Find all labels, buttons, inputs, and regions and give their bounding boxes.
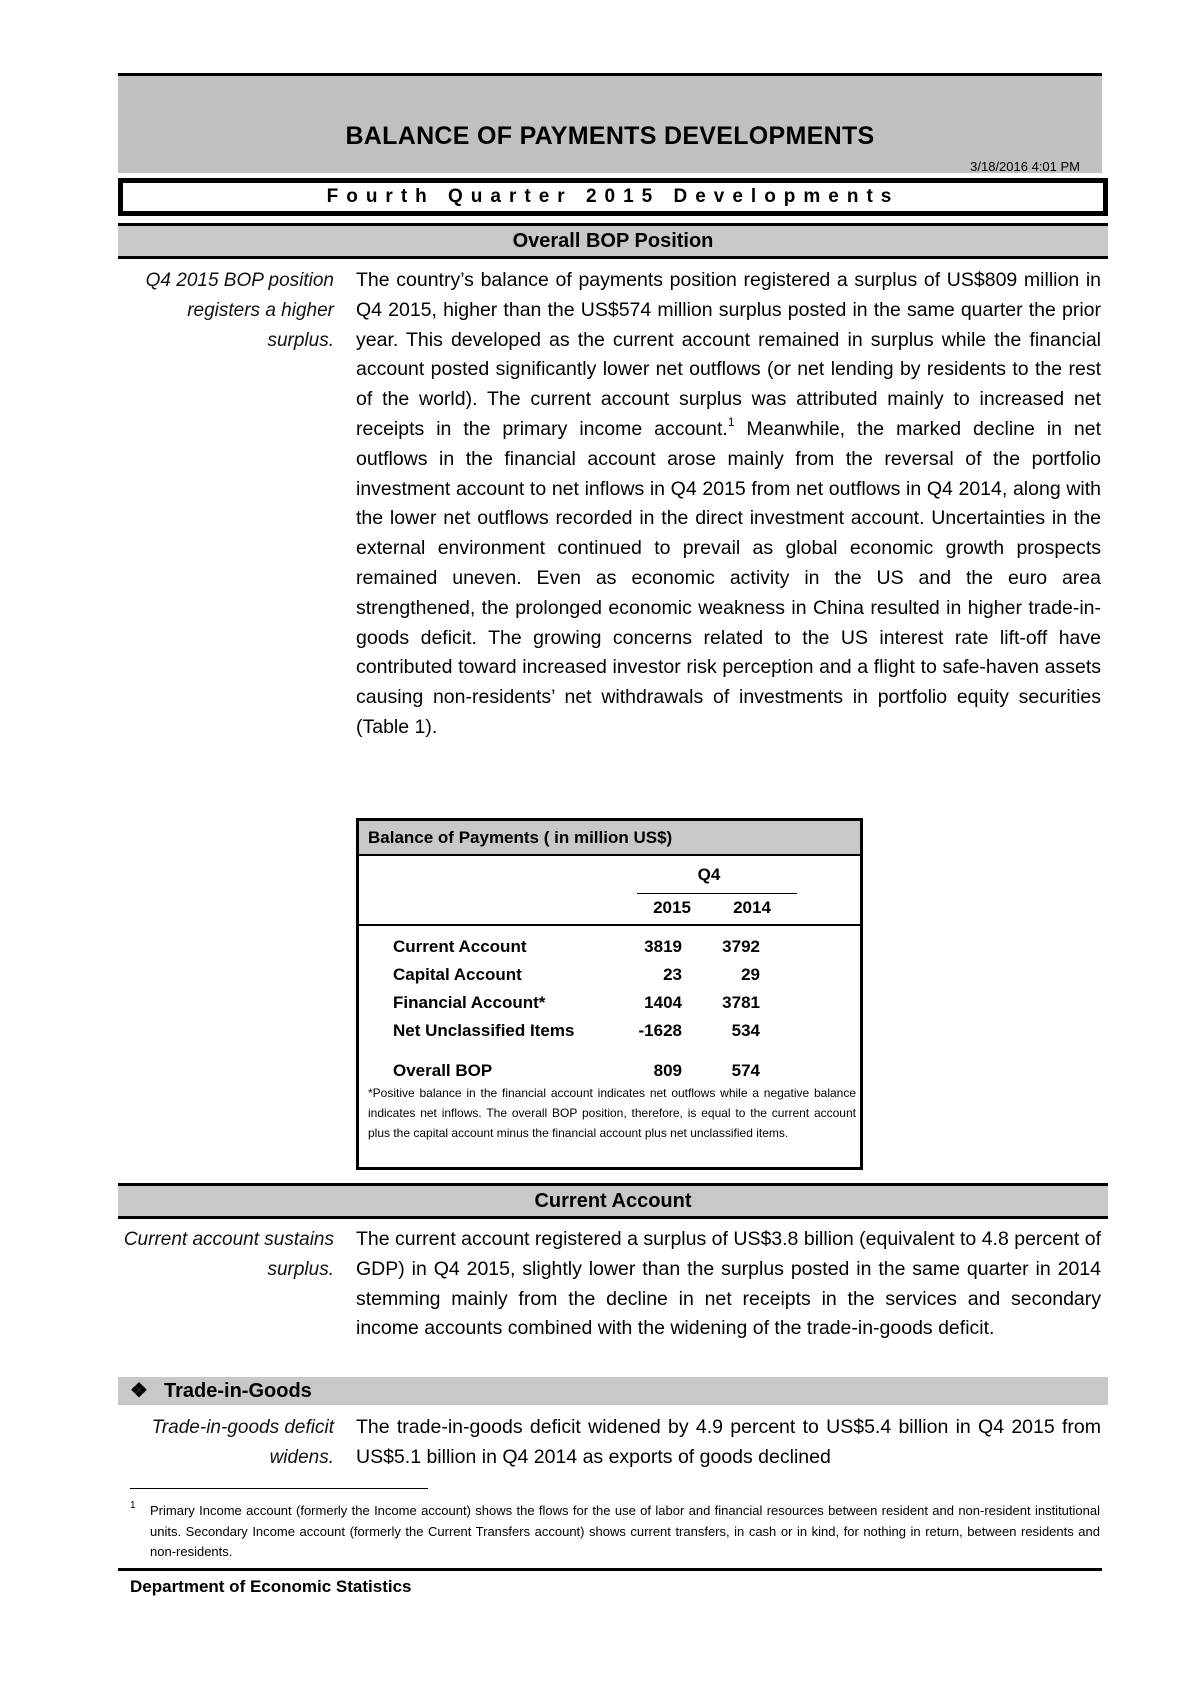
row-label-overall-bop: Overall BOP: [393, 1061, 493, 1080]
section-heading-current-account: Current Account: [118, 1183, 1108, 1219]
subsection-heading-trade-in-goods: [118, 1377, 1108, 1405]
bop-table-note: *Positive balance in the financial account indicates net outflows while a negative balance indicates net inflows. The overall BOP position, therefore, is equal to the current account plus the capital account minus the financial account plus net unclassified items.: [368, 1086, 856, 1140]
section-heading-overall-bop: Overall BOP Position: [118, 223, 1108, 259]
bop-table: [356, 818, 863, 1170]
value-overall-bop-2014: 574: [731, 1061, 760, 1080]
footer-department: Department of Economic Statistics: [130, 1577, 412, 1596]
value-financial-account-2014: 3781: [722, 993, 760, 1012]
trade-in-goods-label: Trade-in-Goods: [164, 1380, 312, 1402]
footer-rule: [118, 1568, 1102, 1571]
row-label-current-account: Current Account: [393, 937, 527, 956]
quarter-banner: Fourth Quarter 2015 Developments: [118, 178, 1108, 216]
year-header-2015: 2015: [653, 898, 691, 917]
timestamp: 3/18/2016 4:01 PM: [970, 159, 1080, 174]
margin-note-trade: Trade-in-goods deficit widens.: [151, 1417, 334, 1468]
period-header: Q4: [697, 865, 721, 884]
value-capital-account-2014: 29: [741, 965, 760, 984]
paragraph-part-1: The country’s balance of payments position registered a surplus of US$809 million in Q4 2015, higher than the US$574 million surplus posted in the same quarter the prior year. This developed as the current account remained in surplus while the financial account posted significantly lower net outflows (or net lending by residents to the rest of the world). The current account surplus was attributed mainly to increased net receipts in the primary income account.: [356, 269, 1101, 440]
overall-bop-paragraph: [356, 266, 1101, 743]
margin-note-current-account: Current account sustains surplus.: [123, 1229, 334, 1280]
year-header-2014: 2014: [733, 898, 771, 917]
row-label-financial-account: Financial Account*: [393, 993, 546, 1012]
document-title: BALANCE OF PAYMENTS DEVELOPMENTS: [345, 122, 875, 150]
trade-in-goods-paragraph: The trade-in-goods deficit widened by 4.9 percent to US$5.4 billion in Q4 2015 from US$5.1 billion in Q4 2014 as exports of goods declined: [356, 1416, 1101, 1468]
current-account-paragraph: The current account registered a surplus of US$3.8 billion (equivalent to 4.8 percent of GDP) in Q4 2015, slightly lower than the surplus posted in the same quarter in 2014 stemming mainly from the decline in net receipts in the services and secondary income accounts combined with the widening of the trade-in-goods deficit.: [356, 1228, 1101, 1340]
value-current-account-2015: 3819: [644, 937, 682, 956]
value-financial-account-2015: 1404: [644, 993, 682, 1012]
value-capital-account-2015: 23: [663, 965, 682, 984]
value-overall-bop-2015: 809: [653, 1061, 682, 1080]
diamond-bullet-icon: ❖: [130, 1380, 148, 1402]
footnote-rule: [130, 1488, 428, 1489]
value-net-unclassified-2014: 534: [731, 1021, 760, 1040]
paragraph-part-2: Meanwhile, the marked decline in net outflows in the financial account arose mainly from the reversal of the portfolio investment account to net inflows in Q4 2015 from net outflows in Q4 2014, along with the lower net outflows recorded in the direct investment account. Uncertainties in the external environment continued to prevail as global economic growth prospects remained uneven. Even as economic activity in the US and the euro area strengthened, the prolonged economic weakness in China resulted in higher trade-in-goods deficit. The growing concerns related to the US interest rate lift-off have contributed toward increased investor risk perception and a flight to safe-haven assets causing non-residents’ net withdrawals of investments in portfolio equity securities (Table 1).: [356, 417, 1101, 738]
footnote-mark: 1: [130, 1500, 136, 1511]
footnote-reference: 1: [727, 414, 735, 429]
row-label-net-unclassified: Net Unclassified Items: [393, 1021, 575, 1040]
header-separator: [359, 924, 860, 926]
value-net-unclassified-2015: -1628: [638, 1021, 682, 1040]
footnote-text: Primary Income account (formerly the Income account) shows the flows for the use of labor and financial resources between resident and non-resident institutional units. Secondary Income account (formerly the Current Transfers account) shows current transfers, in cash or in kind, for nothing in return, between residents and non-residents.: [150, 1503, 1100, 1559]
row-label-capital-account: Capital Account: [393, 965, 522, 984]
margin-note-overall: Q4 2015 BOP position registers a higher surplus.: [145, 270, 334, 351]
bop-table-title: Balance of Payments ( in million US$): [359, 821, 860, 856]
value-current-account-2014: 3792: [722, 937, 760, 956]
header-band: [118, 73, 1102, 173]
